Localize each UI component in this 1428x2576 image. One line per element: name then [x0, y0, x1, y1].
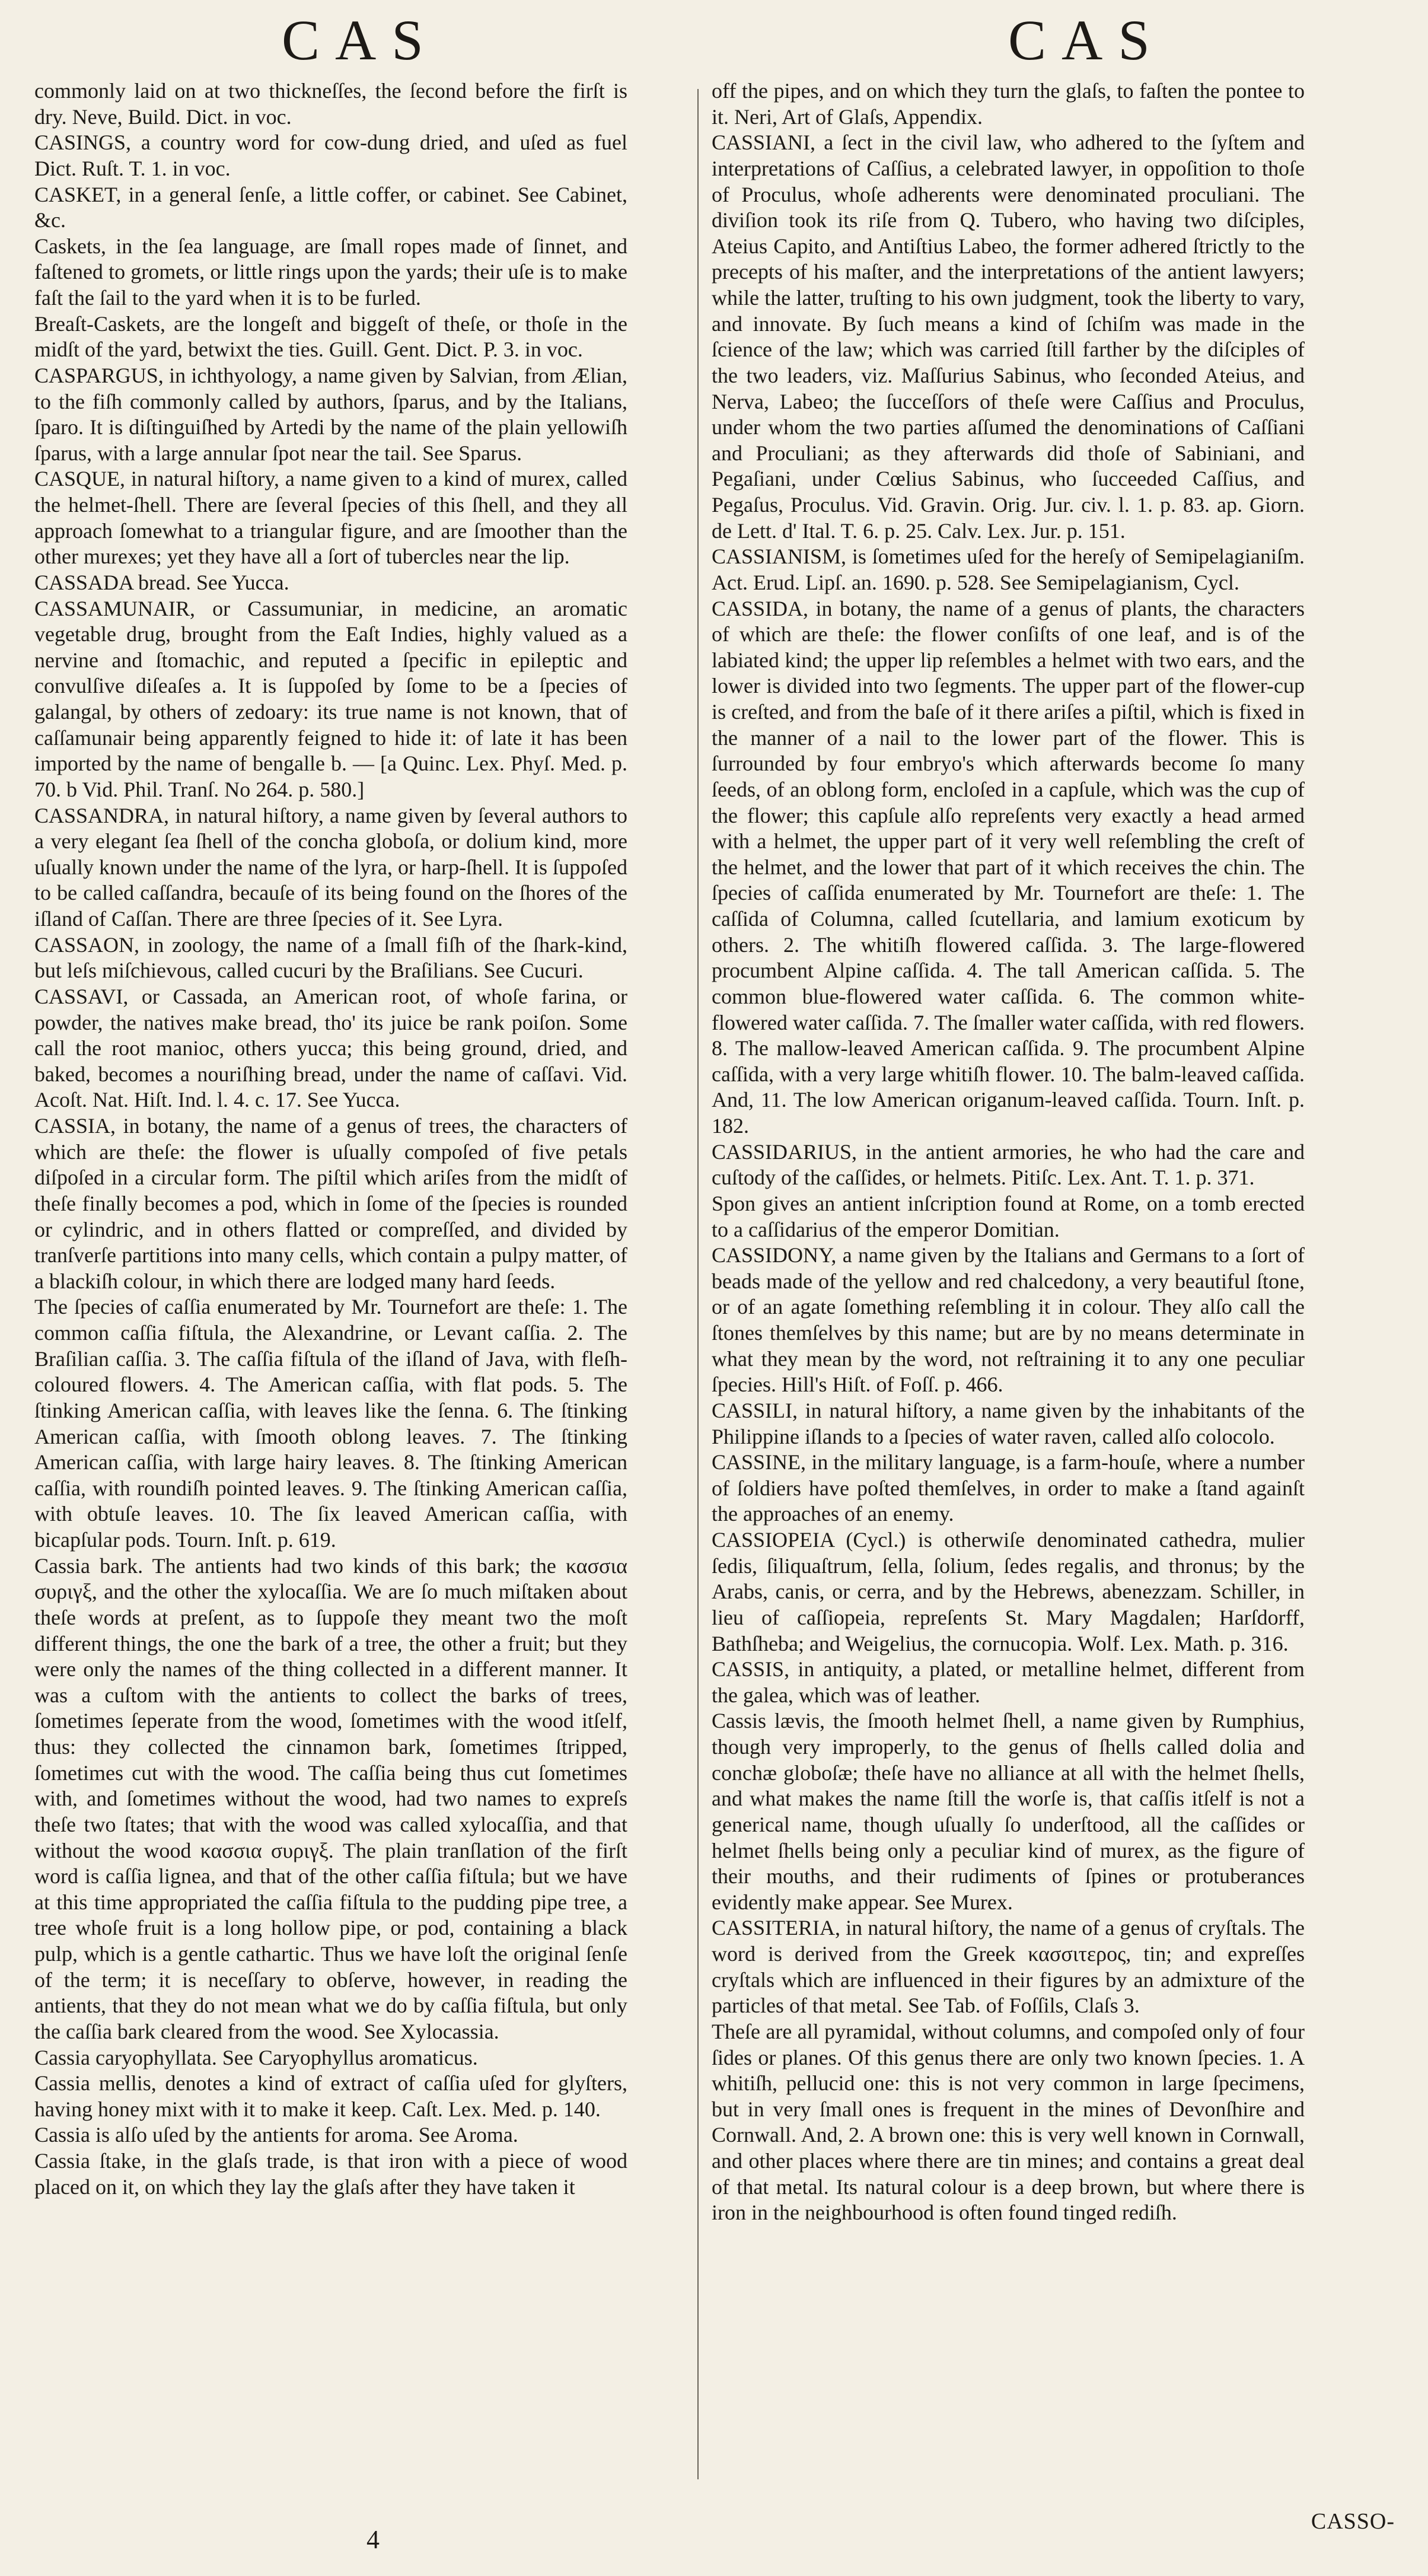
entry: CASSANDRA, in natural hiſtory, a name given by ſeveral authors to a very elegant ſea ſhell of the concha globoſa, or dolium kind, more uſually known under the name of the lyra, or harp-ſhell. It is ſuppoſed to be called caſſandra, becauſe of its being found on the ſhores of the iſland of Caſſan. There are three ſpecies of it. See Lyra. [34, 803, 627, 931]
entry: CASSIA, in botany, the name of a genus of trees, the characters of which are theſe: the flower is uſually compoſed of five petals diſpoſed in a circular form. The piſtil which ariſes from the midſt of theſe finally becomes a pod, which in ſome of the ſpecies is rounded or cylindric, and in others flatted or compreſſed, and divided by tranſverſe partitions into many cells, which contain a pulpy matter, of a blackiſh colour, in which there are lodged many hard ſeeds. [34, 1114, 627, 1293]
left-column [34, 78, 627, 2200]
entry: CASSAMUNAIR, or Cassumuniar, in medicine, an aromatic vegetable drug, brought from the Eaſt Indies, highly valued as a nervine and ſtomachic, and reputed a ſpecific in epileptic and convulſive diſeaſes a. It is ſuppoſed by ſome to be a ſpecies of galangal, by others of zedoary: its true name is not known, that of caſſamunair being apparently feigned to hide it: of late it has been imported by the name of bengalle b. — [a Quinc. Lex. Phyſ. Med. p. 70. b Vid. Phil. Tranſ. No 264. p. 580.] [34, 596, 627, 801]
entry: Cassia is alſo uſed by the antients for aroma. See Aroma. [34, 2123, 518, 2147]
entry: CASSIS, in antiquity, a plated, or metalline helmet, different from the galea, which was of leather. [712, 1657, 1305, 1707]
entry: CASSAVI, or Cassada, an American root, of whoſe farina, or powder, the natives make bread, tho' its juice be rank poiſon. Some call the root manioc, others yucca; this being ground, dried, and baked, becomes a nouriſhing bread, under the name of caſſavi. Vid. Acoſt. Nat. Hiſt. Ind. l. 4. c. 17. See Yucca. [34, 984, 627, 1112]
entry: CASSADA bread. See Yucca. [34, 570, 289, 594]
entry: Cassia caryophyllata. See Caryophyllus aromaticus. [34, 2045, 478, 2069]
entry: CASSIANI, a ſect in the civil law, who adhered to the ſyſtem and interpretations of Caſſius, a celebrated lawyer, in oppoſition to thoſe of Proculus, whoſe adherents were denominated proculiani. The diviſion took its riſe from Q. Tubero, who having two diſciples, Ateius Capito, and Antiſtius Labeo, the former adhered ſtrictly to the precepts of his maſter, and the interpretations of the antient lawyers; while the latter, truſting to his own judgment, took the liberty to vary, and innovate. By ſuch means a kind of ſchiſm was made in the ſcience of the law; which was carried ſtill farther by the diſciples of the two leaders, viz. Maſſurius Sabinus, who ſeconded Ateius, and Nerva, Labeo; the ſucceſſors of theſe were Caſſius and Proculus, under whom the two parties aſſumed the denominations of Caſſiani and Proculiani; as they afterwards did thoſe of Sabiniani, and Pegaſiani, under Cœlius Sabinus, who ſucceeded Caſſius, and Pegaſus, Proculus. Vid. Gravin. Orig. Jur. civ. l. 1. p. 83. ap. Giorn. de Lett. d' Ital. T. 6. p. 25. Calv. Lex. Jur. p. 151. [712, 130, 1305, 543]
running-head-left: CAS [282, 8, 439, 72]
entry: commonly laid on at two thickneſſes, the ſecond before the firſt is dry. Neve, Build. Dict. in voc. [34, 79, 627, 129]
catchword: CASSO- [1311, 2509, 1395, 2534]
column-divider [697, 89, 699, 2479]
entry: CASSIDA, in botany, the name of a genus of plants, the characters of which are theſe: the flower conſiſts of one leaf, and is of the labiated kind; the upper lip reſembles a helmet with two ears, and the lower is divided into two ſegments. The upper part of the flower-cup is creſted, and from the baſe of it there ariſes a piſtil, which is fixed in the manner of a nail to the lower part of the flower. This is ſurrounded by four embryo's which afterwards become ſo many ſeeds, of an oblong form, encloſed in a capſule, which was the cup of the flower; this capſule alſo repreſents very exactly a head armed with a helmet, the upper part of it very well reſembling the creſt of the helmet, and the lower that part of it which receives the chin. The ſpecies of caſſida enumerated by Mr. Tournefort are theſe: 1. The caſſida of Columna, called ſcutellaria, and lamium exoticum by others. 2. The whitiſh flowered caſſida. 3. The large-flowered procumbent Alpine caſſida. 4. The tall American caſſida. 5. The common blue-flowered water caſſida. 6. The common white-flowered water caſſida. 7. The ſmaller water caſſida, with red flowers. 8. The mallow-leaved American caſſida. 9. The procumbent Alpine caſſida, with a very large whitiſh flower. 10. The balm-leaved caſſida. And, 11. The low American origanum-leaved caſſida. Tourn. Inſt. p. 182. [712, 596, 1305, 1138]
entry: CASSIANISM, is ſometimes uſed for the hereſy of Semipelagianiſm. Act. Erud. Lipſ. an. 1690. p. 528. See Semipelagianism, Cycl. [712, 545, 1305, 594]
running-header [0, 7, 1428, 78]
entry: Breaſt-Caskets, are the longeſt and biggeſt of theſe, or thoſe in the midſt of the yard, betwixt the ties. Guill. Gent. Dict. P. 3. in voc. [34, 311, 627, 362]
entry: CASINGS, a country word for cow-dung dried, and uſed as fuel Dict. Ruſt. T. 1. in voc. [34, 130, 627, 180]
entry: Cassis lævis, the ſmooth helmet ſhell, a name given by Rumphius, though very improperly, to the genus of ſhells called dolia and conchæ globoſæ; theſe have no alliance at all with the helmet ſhells, and what makes the name ſtill the worſe is, that caſſis itſelf is not a generical name, though uſually ſo underſtood, all the caſſides or helmet ſhells being only a peculiar kind of murex, as the figure of their mouths, and their rudiments of ſpines or protuberances evidently make appear. See Murex. [712, 1709, 1305, 1914]
entry: CASSIOPEIA (Cycl.) is otherwiſe denominated cathedra, mulier ſedis, ſiliquaſtrum, ſella, ſolium, ſedes regalis, and thronus; by the Arabs, canis, or cerra, and by the Hebrews, abenezzam. Schiller, in lieu of caſſiopeia, repreſents St. Mary Magdalen; Harſdorff, Bathſheba; and Weigelius, the cornucopia. Wolf. Lex. Math. p. 316. [712, 1528, 1305, 1655]
entry: CASSAON, in zoology, the name of a ſmall fiſh of the ſhark-kind, but leſs miſchievous, called cucuri by the Braſilians. See Cucuri. [34, 932, 627, 983]
right-column [712, 78, 1305, 2226]
entry: The ſpecies of caſſia enumerated by Mr. Tournefort are theſe: 1. The common caſſia fiſtula, the Alexandrine, or Levant caſſia. 2. The Braſilian caſſia. 3. The caſſia fiſtula of the iſland of Java, with fleſh-coloured flowers. 4. The American caſſia, with flat pods. 5. The ſtinking American caſſia, with leaves like the ſenna. 6. The ſtinking American caſſia, with ſmooth oblong leaves. 7. The ſtinking American caſſia, with large hairy leaves. 8. The ſtinking American caſſia, with roundiſh pointed leaves. 9. The ſtinking American caſſia, with obtuſe leaves. 10. The ſix leaved American caſſia, with bicapſular pods. Tourn. Inſt. p. 619. [34, 1295, 627, 1552]
entry: CASSILI, in natural hiſtory, a name given by the inhabitants of the Philippine iſlands to a ſpecies of water raven, called alſo colocolo. [712, 1398, 1305, 1448]
entry: off the pipes, and on which they turn the glaſs, to faſten the pontee to it. Neri, Art of Glaſs, Appendix. [712, 79, 1305, 129]
entry: CASKET, in a general ſenſe, a little coffer, or cabinet. See Cabinet, &c. [34, 182, 627, 233]
entry: Cassia mellis, denotes a kind of extract of caſſia uſed for glyſters, having honey mixt with it to make it keep. Caſt. Lex. Med. p. 140. [34, 2071, 627, 2121]
entry: Caskets, in the ſea language, are ſmall ropes made of ſinnet, and faſtened to gromets, or little rings upon the yards; their uſe is to make faſt the ſail to the yard when it is to be furled. [34, 234, 627, 310]
entry: CASSIDONY, a name given by the Italians and Germans to a ſort of beads made of the yellow and red chalcedony, a very beautiful ſtone, or of an agate ſomething reſembling it in colour. They alſo call the ſtones themſelves by this name; but are by no means determinate in what they mean by the word, not reſtraining it to any one peculiar ſpecies. Hill's Hiſt. of Foſſ. p. 466. [712, 1243, 1305, 1397]
page-number: 4 [366, 2525, 380, 2554]
entry: CASSITERIA, in natural hiſtory, the name of a genus of cryſtals. The word is derived from the Greek κασσιτερος, tin; and expreſſes cryſtals which are influenced in their figures by an admixture of the particles of that metal. See Tab. of Foſſils, Claſs 3. [712, 1916, 1305, 2018]
entry: CASQUE, in natural hiſtory, a name given to a kind of murex, called the helmet-ſhell. There are ſeveral ſpecies of this ſhell, and they all approach ſomewhat to a triangular figure, and are ſmoother than the other murexes; yet they have all a ſort of tubercles near the lip. [34, 467, 627, 569]
entry: CASSIDARIUS, in the antient armories, he who had the care and cuſtody of the caſſides, or helmets. Pitiſc. Lex. Ant. T. 1. p. 371. [712, 1139, 1305, 1190]
entry: Cassia bark. The antients had two kinds of this bark; the κασσια συριγξ, and the other the xylocaſſia. We are ſo much miſtaken about theſe words at preſent, as to ſuppoſe they meant two the moſt different things, the one the bark of a tree, the other a fruit; but they were only the names of the thing collected in a different manner. It was a cuſtom with the antients to collect the barks of trees, ſometimes ſeperate from the wood, ſometimes with the wood itſelf, thus: they collected the cinnamon bark, ſometimes ſtripped, ſometimes cut with the wood. The caſſia being thus cut ſometimes with, and ſometimes without the wood, had two names to expreſs theſe two ſtates; that with the wood was called xylocaſſia, and that without the wood κασσια συριγξ. The plain tranſlation of the firſt word is caſſia lignea, and that of the other caſſia fiſtula; but we have at this time appropriated the caſſia fiſtula to the pudding pipe tree, a tree whoſe fruit is a long hollow pipe, or pod, containing a black pulp, which is a gentle cathartic. Thus we have loſt the original ſenſe of the term; it is neceſſary to obſerve, however, in reading the antients, that they do not mean what we do by caſſia fiſtula, but only the caſſia bark cleared from the wood. See Xylocassia. [34, 1553, 627, 2043]
entry: Cassia ſtake, in the glaſs trade, is that iron with a piece of wood placed on it, on which they lay the glaſs after they have taken it [34, 2149, 627, 2199]
running-head-right: CAS [1008, 8, 1165, 72]
entry: Theſe are all pyramidal, without columns, and compoſed only of four ſides or planes. Of this genus there are only two known ſpecies. 1. A whitiſh, pellucid one: this is not very common in large ſpecimens, but in very ſmall ones is frequent in the mines of Devonſhire and Cornwall. And, 2. A brown one: this is very well known in Cornwall, and other places where there are tin mines; and contains a great deal of that metal. Its natural colour is a deep brown, but where there is iron in the neighbourhood is often found tinged rediſh. [712, 2019, 1305, 2225]
entry: Spon gives an antient inſcription found at Rome, on a tomb erected to a caſſidarius of the emperor Domitian. [712, 1191, 1305, 1241]
entry: CASPARGUS, in ichthyology, a name given by Salvian, from Ælian, to the fiſh commonly called by authors, ſparus, and by the Italians, ſparo. It is diſtinguiſhed by Artedi by the name of the plain yellowiſh ſparus, with a large annular ſpot near the tail. See Sparus. [34, 363, 627, 465]
entry: CASSINE, in the military language, is a farm-houſe, where a number of ſoldiers have poſted themſelves, in order to make a ſtand againſt the approaches of an enemy. [712, 1450, 1305, 1526]
